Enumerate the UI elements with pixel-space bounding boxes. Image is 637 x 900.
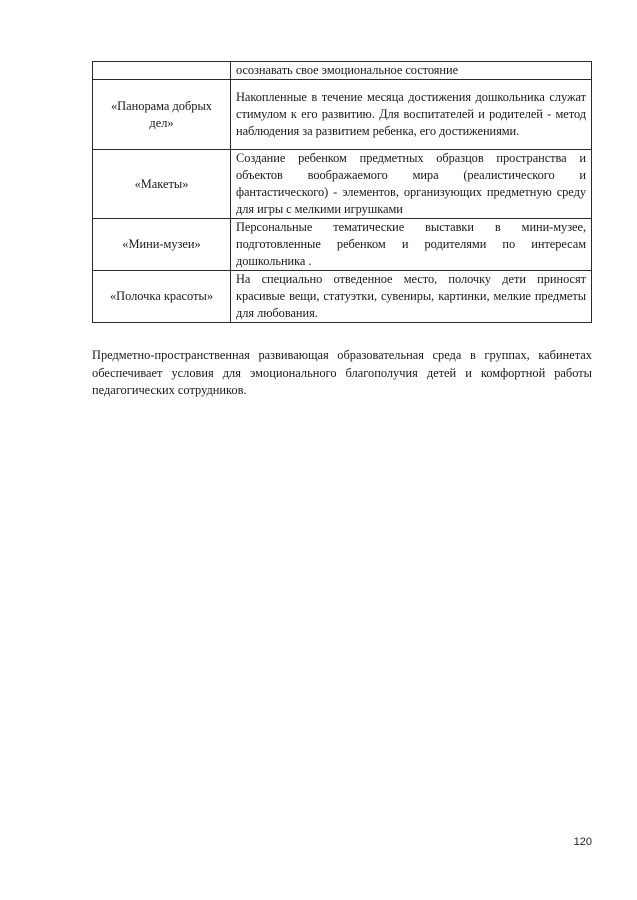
table-cell-name: «Полочка красоты»	[93, 271, 231, 323]
table-row	[93, 271, 592, 323]
activities-table	[92, 61, 592, 323]
table-row	[93, 80, 592, 150]
table-row	[93, 150, 592, 219]
table-cell-description: Персональные тематические выставки в мини-музее, подготовленные ребенком и родителями по интересам дошкольника .	[231, 219, 592, 271]
table-cell-name: «Панорама добрых дел»	[93, 80, 231, 150]
table-cell-description: Создание ребенком предметных образцов пространства и объектов воображаемого мира (реалистического и фантастического) - элементов, организующих предметную среду для игры с мелкими игрушками	[231, 150, 592, 219]
table-cell-description: На специально отведенное место, полочку дети приносят красивые вещи, статуэтки, сувениры, картинки, мелкие предметы для любования.	[231, 271, 592, 323]
body-paragraph: Предметно-пространственная развивающая образовательная среда в группах, кабинетах обеспечивает условия для эмоционального благополучия детей и комфортной работы педагогических сотрудников.	[92, 348, 592, 397]
table-row	[93, 219, 592, 271]
table-cell-name	[93, 62, 231, 80]
table-cell-name: «Макеты»	[93, 150, 231, 219]
table-cell-description: осознавать свое эмоциональное состояние	[231, 62, 592, 80]
table-cell-name: «Мини-музеи»	[93, 219, 231, 271]
table-row	[93, 62, 592, 80]
table-cell-description: Накопленные в течение месяца достижения дошкольника служат стимулом к его развитию. Для воспитателей и родителей - метод наблюдения за развитием ребенка, его достижениями.	[231, 80, 592, 150]
page-number: 120	[573, 836, 592, 848]
